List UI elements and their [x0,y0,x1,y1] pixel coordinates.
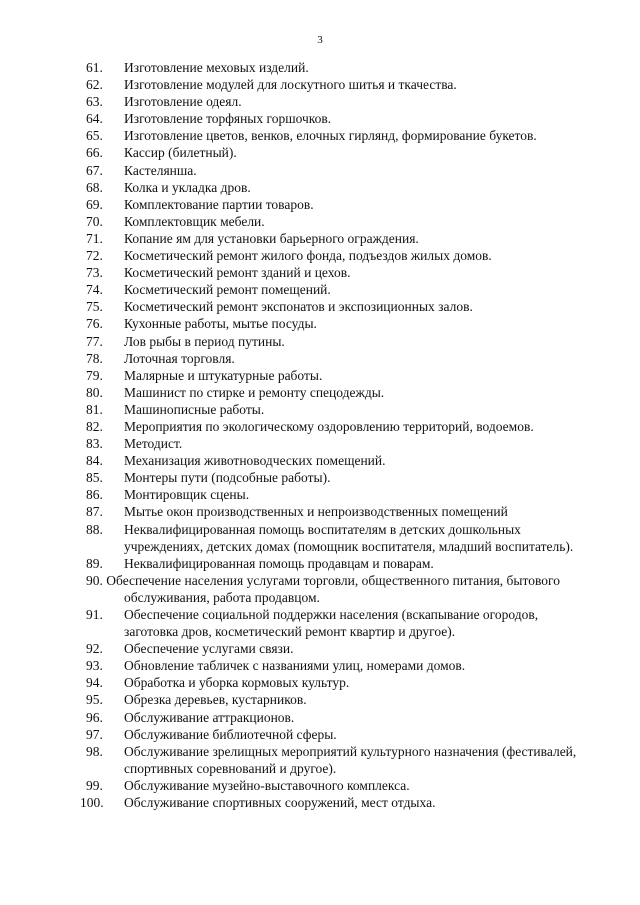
list-item [0,144,640,161]
list-item-label: Колка и укладка дров. [124,179,251,195]
list-item-number: 74. [86,282,103,298]
list-item-label: Обслуживание зрелищных мероприятий культурного назначения (фестивалей, спортивных соревнований и другое). [124,743,577,776]
list-item [0,777,640,794]
list-item-number: 85. [86,470,103,486]
list-item-number: 92. [86,641,103,657]
list-item [0,213,640,230]
list-item [0,486,640,503]
list-item-label: Косметический ремонт экспонатов и экспозиционных залов. [124,299,473,315]
list-item-number: 71. [86,230,103,246]
list-item [0,127,640,144]
list-item-number: 75. [86,299,103,315]
list-item-number: 89. [86,555,103,571]
list-item-label: Монтировщик сцены. [124,487,250,503]
list-item-number: 81. [86,401,103,417]
list-item-label: Косметический ремонт зданий и цехов. [124,265,351,281]
list-item-label: Копание ям для установки барьерного ограждения. [124,230,419,246]
list-item-label: Машинист по стирке и ремонту спецодежды. [124,384,385,400]
list-item [0,76,640,93]
list-item-label: Изготовление цветов, венков, елочных гирлянд, формирование букетов. [124,128,537,144]
list-item-label: Изготовление модулей для лоскутного шитья и ткачества. [124,77,457,93]
list-item [0,230,640,247]
list-item-label: Лоточная торговля. [124,350,235,366]
list-item [0,674,640,691]
list-item-label: Обрезка деревьев, кустарников. [124,692,307,708]
list-item-label: Неквалифицированная помощь продавцам и поварам. [124,555,434,571]
list-item-label: Обеспечение услугами связи. [124,641,294,657]
list-item [0,640,640,657]
list-item [0,264,640,281]
list-item-label: Малярные и штукатурные работы. [124,367,323,383]
list-item-label: Изготовление меховых изделий. [124,60,309,75]
list-item-number: 82. [86,418,103,434]
list-item-label: Обслуживание спортивных сооружений, мест отдыха. [124,795,436,811]
list-item-label: Комплектовщик мебели. [124,213,265,229]
list-item-label: Кухонные работы, мытье посуды. [124,316,317,332]
list-item-number: 88. [86,521,103,537]
list-item [0,452,640,469]
list-item-number: 72. [86,248,103,264]
list-item [0,384,640,401]
list-item [0,315,640,332]
list-item [0,726,640,743]
list-item-label: Методист. [124,436,183,452]
list-item [0,247,640,264]
list-item-label: Кассир (билетный). [124,145,237,161]
list-item [0,555,640,572]
list-item [0,59,640,76]
list-item-number: 67. [86,162,103,178]
list-item-label: Мытье окон производственных и непроизводственных помещений [124,504,508,520]
list-item-number: 79. [86,367,103,383]
list-item-number: 64. [86,111,103,127]
list-item-number: 83. [86,436,103,452]
list-item-number: 91. [86,607,103,622]
numbered-list [0,59,640,811]
list-item-number: 86. [86,487,103,503]
list-item-number: 95. [86,692,103,708]
list-item [0,110,640,127]
list-item-number: 84. [86,453,103,469]
list-item-label: Неквалифицированная помощь воспитателям в детских дошкольных учреждениях, детских домах (помощник воспитателя, младший воспитатель). [124,521,574,554]
list-item-label: Изготовление одеял. [124,94,242,110]
list-item [0,435,640,452]
list-item [0,333,640,350]
list-item-label: Изготовление торфяных горшочков. [124,111,332,127]
list-item-number: 99. [86,777,103,793]
list-item-number: 76. [86,316,103,332]
list-item [0,350,640,367]
list-item [0,196,640,213]
list-item [0,743,640,777]
list-item-number: 98. [86,743,103,759]
list-item-label: Обслуживание аттракционов. [124,709,295,725]
list-item-number: 87. [86,504,103,520]
list-item-number: 65. [86,128,103,144]
list-item-number: 70. [86,213,103,229]
list-item-label: Обеспечение населения услугами торговли, общественного питания, бытового обслуживания, работа продавцом. [106,572,560,605]
list-item-number: 63. [86,94,103,110]
list-item-number: 66. [86,145,103,161]
list-item-label: Обслуживание музейно-выставочного комплекса. [124,777,410,793]
list-item [0,298,640,315]
list-item [0,162,640,179]
list-item-label: Механизация животноводческих помещений. [124,453,386,469]
list-item [0,606,640,640]
list-item [0,418,640,435]
list-item-number: 68. [86,179,103,195]
list-item [0,657,640,674]
list-item-label: Обслуживание библиотечной сферы. [124,726,337,742]
list-item [0,709,640,726]
list-item-number: 62. [86,77,103,93]
list-item-label: Обновление табличек с названиями улиц, номерами домов. [124,658,466,674]
list-item-label: Лов рыбы в период путины. [124,333,285,349]
list-item-number: 61. [86,60,103,75]
list-item [0,93,640,110]
list-item-label: Машинописные работы. [124,401,265,417]
list-item-label: Кастелянша. [124,162,197,178]
list-item-number: 94. [86,675,103,691]
list-item-label: Обеспечение социальной поддержки населения (вскапывание огородов, заготовка дров, косметический ремонт квартир и другое). [124,607,539,640]
list-item-text [86,572,592,606]
list-item-number: 90. [86,572,103,588]
list-item [0,401,640,418]
list-item [0,521,640,555]
list-item [0,281,640,298]
list-item [0,691,640,708]
list-item [0,794,640,811]
list-item-label: Монтеры пути (подсобные работы). [124,470,331,486]
list-item-label: Обработка и уборка кормовых культур. [124,675,350,691]
list-item [0,503,640,520]
list-item-number: 93. [86,658,103,674]
list-item [0,469,640,486]
list-item-number: 69. [86,196,103,212]
list-item-number: 100. [80,795,104,811]
list-item-label: Косметический ремонт помещений. [124,282,331,298]
list-item-number: 73. [86,265,103,281]
list-item-number: 80. [86,384,103,400]
list-item-number: 96. [86,709,103,725]
list-item [0,367,640,384]
page-number: 3 [317,34,323,46]
list-item-number: 97. [86,726,103,742]
list-item-number: 77. [86,333,103,349]
list-item-label: Косметический ремонт жилого фонда, подъездов жилых домов. [124,248,492,264]
list-item-label: Мероприятия по экологическому оздоровлению территорий, водоемов. [124,418,534,434]
list-item [0,179,640,196]
list-item-number: 78. [86,350,103,366]
list-item-label: Комплектование партии товаров. [124,196,314,212]
list-item [0,572,640,606]
